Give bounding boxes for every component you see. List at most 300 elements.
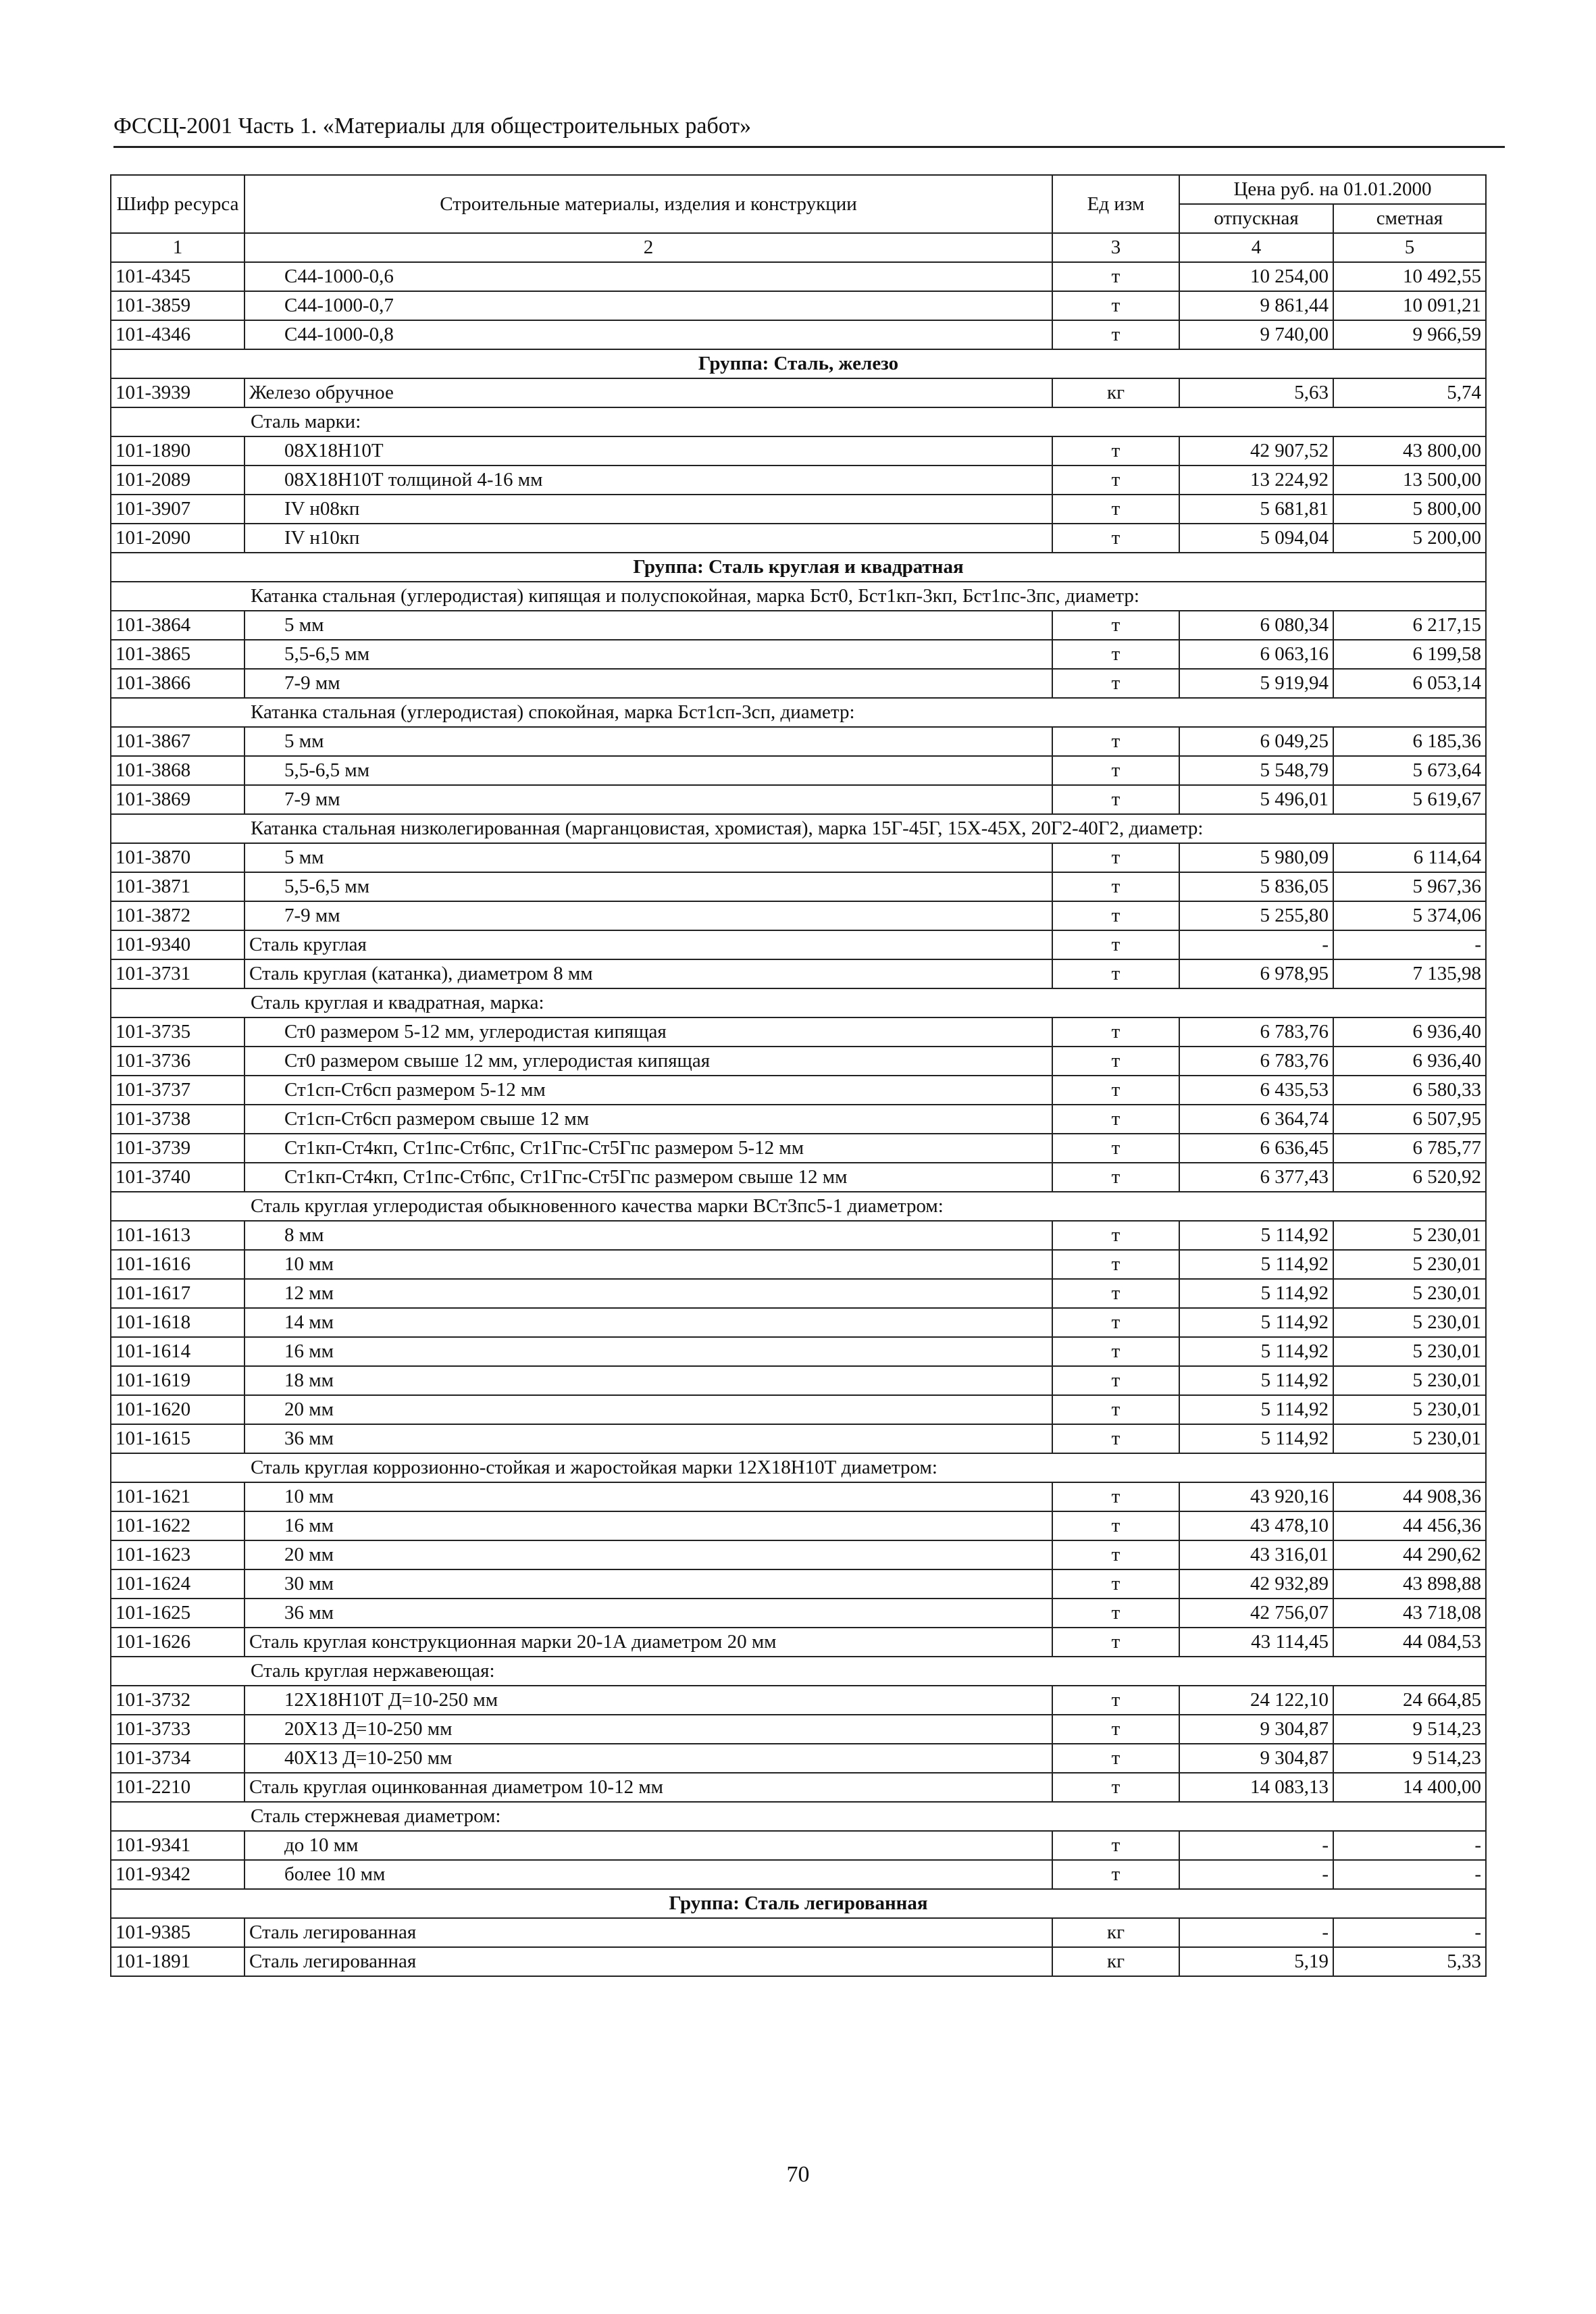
header-name: Строительные материалы, изделия и конструкции <box>244 175 1052 233</box>
unit-cell: т <box>1052 1308 1179 1337</box>
material-name: 8 мм <box>244 1221 1052 1250</box>
price-estimate: 5,33 <box>1333 1947 1486 1976</box>
material-name: Сталь круглая конструкционная марки 20-1А диаметром 20 мм <box>244 1628 1052 1657</box>
resource-code: 101-1617 <box>111 1279 244 1308</box>
price-release: 5 094,04 <box>1179 524 1333 553</box>
price-estimate: 6 936,40 <box>1333 1017 1486 1047</box>
price-release: 6 063,16 <box>1179 640 1333 669</box>
material-name: 16 мм <box>244 1337 1052 1366</box>
price-estimate: 5 230,01 <box>1333 1395 1486 1424</box>
price-release: 6 364,74 <box>1179 1105 1333 1134</box>
resource-code: 101-4346 <box>111 320 244 349</box>
unit-cell: т <box>1052 843 1179 872</box>
price-estimate: 44 908,36 <box>1333 1482 1486 1511</box>
price-estimate: 5,74 <box>1333 378 1486 407</box>
price-release: 6 080,34 <box>1179 611 1333 640</box>
price-release: 5 980,09 <box>1179 843 1333 872</box>
unit-cell: т <box>1052 727 1179 756</box>
table-row <box>111 1686 1486 1715</box>
resource-code: 101-3738 <box>111 1105 244 1134</box>
resource-code: 101-1623 <box>111 1540 244 1569</box>
material-name: 5,5-6,5 мм <box>244 640 1052 669</box>
table-row <box>111 1308 1486 1337</box>
table-row <box>111 1773 1486 1802</box>
material-name: 5 мм <box>244 727 1052 756</box>
unit-cell: т <box>1052 1366 1179 1395</box>
price-estimate: 10 492,55 <box>1333 262 1486 291</box>
resource-code: 101-3871 <box>111 872 244 901</box>
material-name: до 10 мм <box>244 1831 1052 1860</box>
material-name: 5,5-6,5 мм <box>244 756 1052 785</box>
price-release: 43 920,16 <box>1179 1482 1333 1511</box>
subheading-row <box>111 698 1486 727</box>
unit-cell: т <box>1052 1105 1179 1134</box>
price-estimate: 24 664,85 <box>1333 1686 1486 1715</box>
table-row <box>111 495 1486 524</box>
unit-cell: т <box>1052 1599 1179 1628</box>
table-row <box>111 1744 1486 1773</box>
unit-cell: кг <box>1052 1947 1179 1976</box>
table-header-row <box>111 175 1486 204</box>
price-release: 6 978,95 <box>1179 959 1333 988</box>
group-heading-row <box>111 1889 1486 1918</box>
price-estimate: 6 217,15 <box>1333 611 1486 640</box>
resource-code: 101-1614 <box>111 1337 244 1366</box>
material-name: IV н08кп <box>244 495 1052 524</box>
resource-code: 101-3866 <box>111 669 244 698</box>
price-estimate: 5 619,67 <box>1333 785 1486 814</box>
price-release: 5 114,92 <box>1179 1221 1333 1250</box>
unit-cell: т <box>1052 1482 1179 1511</box>
subheading: Сталь стержневая диаметром: <box>111 1802 1486 1831</box>
price-release: 5 548,79 <box>1179 756 1333 785</box>
unit-cell: т <box>1052 1773 1179 1802</box>
table-row <box>111 1482 1486 1511</box>
unit-cell: т <box>1052 756 1179 785</box>
resource-code: 101-4345 <box>111 262 244 291</box>
header-price-release: отпускная <box>1179 204 1333 233</box>
table-row <box>111 901 1486 930</box>
table-row <box>111 843 1486 872</box>
unit-cell: т <box>1052 1715 1179 1744</box>
price-estimate: 6 520,92 <box>1333 1163 1486 1192</box>
resource-code: 101-3737 <box>111 1076 244 1105</box>
table-row <box>111 727 1486 756</box>
material-name: С44-1000-0,7 <box>244 291 1052 320</box>
group-heading: Группа: Сталь, железо <box>111 349 1486 378</box>
price-release: 43 114,45 <box>1179 1628 1333 1657</box>
resource-code: 101-1620 <box>111 1395 244 1424</box>
column-number: 4 <box>1179 233 1333 262</box>
material-name: Ст1сп-Ст6сп размером свыше 12 мм <box>244 1105 1052 1134</box>
table-row <box>111 1511 1486 1540</box>
table-row <box>111 1221 1486 1250</box>
price-estimate: 44 290,62 <box>1333 1540 1486 1569</box>
price-estimate: 9 514,23 <box>1333 1744 1486 1773</box>
price-estimate: 9 514,23 <box>1333 1715 1486 1744</box>
table-row <box>111 959 1486 988</box>
resource-code: 101-3870 <box>111 843 244 872</box>
price-release: 5 255,80 <box>1179 901 1333 930</box>
material-name: 08Х18Н10Т <box>244 436 1052 466</box>
unit-cell: т <box>1052 1744 1179 1773</box>
price-estimate: 5 230,01 <box>1333 1250 1486 1279</box>
resource-code: 101-3732 <box>111 1686 244 1715</box>
price-estimate: 6 114,64 <box>1333 843 1486 872</box>
price-release: 9 304,87 <box>1179 1744 1333 1773</box>
unit-cell: т <box>1052 1221 1179 1250</box>
unit-cell: т <box>1052 640 1179 669</box>
table-row <box>111 1134 1486 1163</box>
price-estimate: 5 230,01 <box>1333 1424 1486 1453</box>
table-row <box>111 1569 1486 1599</box>
table-row <box>111 1599 1486 1628</box>
header-unit: Ед изм <box>1052 175 1179 233</box>
unit-cell: т <box>1052 291 1179 320</box>
price-estimate: 6 580,33 <box>1333 1076 1486 1105</box>
material-name: 5,5-6,5 мм <box>244 872 1052 901</box>
unit-cell: т <box>1052 1569 1179 1599</box>
table-row <box>111 378 1486 407</box>
column-number: 5 <box>1333 233 1486 262</box>
price-release: - <box>1179 1918 1333 1947</box>
material-name: 18 мм <box>244 1366 1052 1395</box>
price-release: 5 114,92 <box>1179 1279 1333 1308</box>
unit-cell: т <box>1052 901 1179 930</box>
material-name: 40Х13 Д=10-250 мм <box>244 1744 1052 1773</box>
material-name: Ст0 размером 5-12 мм, углеродистая кипящая <box>244 1017 1052 1047</box>
unit-cell: т <box>1052 611 1179 640</box>
subheading-row <box>111 1802 1486 1831</box>
price-estimate: 44 084,53 <box>1333 1628 1486 1657</box>
price-release: 5 114,92 <box>1179 1308 1333 1337</box>
unit-cell: т <box>1052 1047 1179 1076</box>
resource-code: 101-3864 <box>111 611 244 640</box>
table-row <box>111 1715 1486 1744</box>
unit-cell: т <box>1052 1511 1179 1540</box>
price-release: - <box>1179 1831 1333 1860</box>
price-estimate: 5 230,01 <box>1333 1221 1486 1250</box>
table-row <box>111 1424 1486 1453</box>
resource-code: 101-1622 <box>111 1511 244 1540</box>
resource-code: 101-3872 <box>111 901 244 930</box>
material-name: Ст1кп-Ст4кп, Ст1пс-Ст6пс, Ст1Гпс-Ст5Гпс размером свыше 12 мм <box>244 1163 1052 1192</box>
price-estimate: 5 673,64 <box>1333 756 1486 785</box>
resource-code: 101-3736 <box>111 1047 244 1076</box>
material-name: 10 мм <box>244 1482 1052 1511</box>
unit-cell: т <box>1052 320 1179 349</box>
price-release: 5 114,92 <box>1179 1337 1333 1366</box>
page-number: 70 <box>786 2162 810 2187</box>
table-row <box>111 320 1486 349</box>
subheading-row <box>111 407 1486 436</box>
table-row <box>111 1395 1486 1424</box>
subheading: Катанка стальная (углеродистая) кипящая и полуспокойная, марка Бст0, Бст1кп-3кп, Бст1пс-3пс, диаметр: <box>111 582 1486 611</box>
material-name: 12Х18Н10Т Д=10-250 мм <box>244 1686 1052 1715</box>
price-estimate: 6 785,77 <box>1333 1134 1486 1163</box>
price-estimate: 5 230,01 <box>1333 1279 1486 1308</box>
price-release: 6 435,53 <box>1179 1076 1333 1105</box>
subheading-row <box>111 988 1486 1017</box>
price-estimate: 43 718,08 <box>1333 1599 1486 1628</box>
subheading: Сталь круглая нержавеющая: <box>111 1657 1486 1686</box>
column-number-row <box>111 233 1486 262</box>
unit-cell: т <box>1052 959 1179 988</box>
table-row <box>111 291 1486 320</box>
unit-cell: т <box>1052 466 1179 495</box>
unit-cell: т <box>1052 785 1179 814</box>
resource-code: 101-1621 <box>111 1482 244 1511</box>
price-release: 5 114,92 <box>1179 1366 1333 1395</box>
unit-cell: т <box>1052 1831 1179 1860</box>
price-estimate: - <box>1333 930 1486 959</box>
material-name: 20 мм <box>244 1540 1052 1569</box>
table-row <box>111 872 1486 901</box>
unit-cell: т <box>1052 1628 1179 1657</box>
table-row <box>111 1047 1486 1076</box>
unit-cell: т <box>1052 872 1179 901</box>
material-name: 08Х18Н10Т толщиной 4-16 мм <box>244 466 1052 495</box>
subheading: Катанка стальная (углеродистая) спокойная, марка Бст1сп-3сп, диаметр: <box>111 698 1486 727</box>
resource-code: 101-9341 <box>111 1831 244 1860</box>
price-estimate: - <box>1333 1860 1486 1889</box>
material-name: 14 мм <box>244 1308 1052 1337</box>
material-name: Ст0 размером свыше 12 мм, углеродистая кипящая <box>244 1047 1052 1076</box>
table-row <box>111 1918 1486 1947</box>
price-release: 42 907,52 <box>1179 436 1333 466</box>
price-release: 5 681,81 <box>1179 495 1333 524</box>
resource-code: 101-1619 <box>111 1366 244 1395</box>
table-row <box>111 1947 1486 1976</box>
resource-code: 101-3731 <box>111 959 244 988</box>
price-estimate: - <box>1333 1831 1486 1860</box>
resource-code: 101-3867 <box>111 727 244 756</box>
unit-cell: т <box>1052 1540 1179 1569</box>
price-release: - <box>1179 930 1333 959</box>
resource-code: 101-3869 <box>111 785 244 814</box>
price-estimate: 5 800,00 <box>1333 495 1486 524</box>
column-number: 2 <box>244 233 1052 262</box>
price-release: 5,63 <box>1179 378 1333 407</box>
resource-code: 101-1613 <box>111 1221 244 1250</box>
material-name: 30 мм <box>244 1569 1052 1599</box>
price-estimate: - <box>1333 1918 1486 1947</box>
table-row <box>111 262 1486 291</box>
unit-cell: т <box>1052 1395 1179 1424</box>
price-release: 42 756,07 <box>1179 1599 1333 1628</box>
resource-code: 101-3939 <box>111 378 244 407</box>
price-release: 5 919,94 <box>1179 669 1333 698</box>
material-name: 20 мм <box>244 1395 1052 1424</box>
resource-code: 101-1890 <box>111 436 244 466</box>
material-name: Железо обручное <box>244 378 1052 407</box>
material-name: 16 мм <box>244 1511 1052 1540</box>
subheading: Сталь круглая углеродистая обыкновенного качества марки ВСт3пс5-1 диаметром: <box>111 1192 1486 1221</box>
unit-cell: т <box>1052 495 1179 524</box>
unit-cell: т <box>1052 1076 1179 1105</box>
price-release: 6 783,76 <box>1179 1017 1333 1047</box>
material-name: С44-1000-0,6 <box>244 262 1052 291</box>
table-row <box>111 669 1486 698</box>
table-row <box>111 1366 1486 1395</box>
subheading: Катанка стальная низколегированная (марганцовистая, хромистая), марка 15Г-45Г, 15Х-45Х, 20Г2-40Г2, диаметр: <box>111 814 1486 843</box>
price-estimate: 10 091,21 <box>1333 291 1486 320</box>
unit-cell: т <box>1052 1163 1179 1192</box>
table-row <box>111 1540 1486 1569</box>
price-release: 43 316,01 <box>1179 1540 1333 1569</box>
price-release: 24 122,10 <box>1179 1686 1333 1715</box>
price-estimate: 6 185,36 <box>1333 727 1486 756</box>
material-name: 7-9 мм <box>244 669 1052 698</box>
material-name: 12 мм <box>244 1279 1052 1308</box>
resource-code: 101-1615 <box>111 1424 244 1453</box>
price-release: 13 224,92 <box>1179 466 1333 495</box>
resource-code: 101-1626 <box>111 1628 244 1657</box>
table-row <box>111 436 1486 466</box>
price-release: 5 114,92 <box>1179 1395 1333 1424</box>
table-row <box>111 466 1486 495</box>
price-release: 6 783,76 <box>1179 1047 1333 1076</box>
resource-code: 101-1891 <box>111 1947 244 1976</box>
material-name: 20Х13 Д=10-250 мм <box>244 1715 1052 1744</box>
table-row <box>111 1076 1486 1105</box>
column-number: 1 <box>111 233 244 262</box>
resource-code: 101-2090 <box>111 524 244 553</box>
resource-code: 101-2210 <box>111 1773 244 1802</box>
price-release: 5 496,01 <box>1179 785 1333 814</box>
material-name: Ст1сп-Ст6сп размером 5-12 мм <box>244 1076 1052 1105</box>
price-release: 6 636,45 <box>1179 1134 1333 1163</box>
unit-cell: т <box>1052 1337 1179 1366</box>
header-code: Шифр ресурса <box>111 175 244 233</box>
material-name: 36 мм <box>244 1424 1052 1453</box>
material-name: 7-9 мм <box>244 785 1052 814</box>
price-estimate: 6 507,95 <box>1333 1105 1486 1134</box>
subheading: Сталь круглая и квадратная, марка: <box>111 988 1486 1017</box>
price-release: 5 114,92 <box>1179 1424 1333 1453</box>
resource-code: 101-9340 <box>111 930 244 959</box>
unit-cell: т <box>1052 524 1179 553</box>
subheading-row <box>111 582 1486 611</box>
unit-cell: т <box>1052 262 1179 291</box>
material-name: С44-1000-0,8 <box>244 320 1052 349</box>
table-row <box>111 785 1486 814</box>
table-row <box>111 1163 1486 1192</box>
material-name: Сталь круглая <box>244 930 1052 959</box>
price-estimate: 5 230,01 <box>1333 1308 1486 1337</box>
table-row <box>111 756 1486 785</box>
price-release: 5 114,92 <box>1179 1250 1333 1279</box>
price-estimate: 6 053,14 <box>1333 669 1486 698</box>
material-name: Сталь круглая оцинкованная диаметром 10-12 мм <box>244 1773 1052 1802</box>
table-row <box>111 524 1486 553</box>
table-row <box>111 611 1486 640</box>
price-estimate: 43 800,00 <box>1333 436 1486 466</box>
unit-cell: т <box>1052 669 1179 698</box>
material-name: Сталь легированная <box>244 1918 1052 1947</box>
header-price-estimate: сметная <box>1333 204 1486 233</box>
table-row <box>111 1628 1486 1657</box>
table-row <box>111 1831 1486 1860</box>
resource-code: 101-3907 <box>111 495 244 524</box>
table-row <box>111 930 1486 959</box>
resource-code: 101-1616 <box>111 1250 244 1279</box>
price-estimate: 5 200,00 <box>1333 524 1486 553</box>
resource-code: 101-3865 <box>111 640 244 669</box>
price-release: 43 478,10 <box>1179 1511 1333 1540</box>
unit-cell: т <box>1052 1686 1179 1715</box>
material-name: Ст1кп-Ст4кп, Ст1пс-Ст6пс, Ст1Гпс-Ст5Гпс размером 5-12 мм <box>244 1134 1052 1163</box>
table-row <box>111 1017 1486 1047</box>
price-estimate: 7 135,98 <box>1333 959 1486 988</box>
price-release: 6 377,43 <box>1179 1163 1333 1192</box>
resource-code: 101-1618 <box>111 1308 244 1337</box>
resource-code: 101-3859 <box>111 291 244 320</box>
material-name: 5 мм <box>244 843 1052 872</box>
price-estimate: 43 898,88 <box>1333 1569 1486 1599</box>
group-heading-row <box>111 349 1486 378</box>
price-estimate: 6 936,40 <box>1333 1047 1486 1076</box>
unit-cell: т <box>1052 1250 1179 1279</box>
material-name: IV н10кп <box>244 524 1052 553</box>
header-price: Цена руб. на 01.01.2000 <box>1179 175 1486 204</box>
price-estimate: 5 374,06 <box>1333 901 1486 930</box>
price-estimate: 6 199,58 <box>1333 640 1486 669</box>
table-row <box>111 1279 1486 1308</box>
unit-cell: т <box>1052 930 1179 959</box>
price-estimate: 5 230,01 <box>1333 1337 1486 1366</box>
price-release: 10 254,00 <box>1179 262 1333 291</box>
unit-cell: т <box>1052 1860 1179 1889</box>
table-row <box>111 1105 1486 1134</box>
unit-cell: т <box>1052 1017 1179 1047</box>
price-release: 9 304,87 <box>1179 1715 1333 1744</box>
material-name: 5 мм <box>244 611 1052 640</box>
unit-cell: кг <box>1052 1918 1179 1947</box>
price-estimate: 9 966,59 <box>1333 320 1486 349</box>
table-row <box>111 1250 1486 1279</box>
price-release: 14 083,13 <box>1179 1773 1333 1802</box>
price-release: 9 861,44 <box>1179 291 1333 320</box>
unit-cell: т <box>1052 1134 1179 1163</box>
resource-code: 101-3734 <box>111 1744 244 1773</box>
material-name: 7-9 мм <box>244 901 1052 930</box>
material-name: Сталь легированная <box>244 1947 1052 1976</box>
material-name: 36 мм <box>244 1599 1052 1628</box>
resource-code: 101-1625 <box>111 1599 244 1628</box>
price-estimate: 13 500,00 <box>1333 466 1486 495</box>
resource-code: 101-1624 <box>111 1569 244 1599</box>
resource-code: 101-2089 <box>111 466 244 495</box>
material-name: более 10 мм <box>244 1860 1052 1889</box>
price-release: 5 836,05 <box>1179 872 1333 901</box>
price-estimate: 5 230,01 <box>1333 1366 1486 1395</box>
group-heading: Группа: Сталь легированная <box>111 1889 1486 1918</box>
price-release: 6 049,25 <box>1179 727 1333 756</box>
column-number: 3 <box>1052 233 1179 262</box>
material-name: 10 мм <box>244 1250 1052 1279</box>
resource-code: 101-3733 <box>111 1715 244 1744</box>
table-row <box>111 1860 1486 1889</box>
resource-code: 101-3735 <box>111 1017 244 1047</box>
subheading-row <box>111 1192 1486 1221</box>
table-row <box>111 640 1486 669</box>
price-release: 42 932,89 <box>1179 1569 1333 1599</box>
subheading: Сталь марки: <box>111 407 1486 436</box>
unit-cell: кг <box>1052 378 1179 407</box>
unit-cell: т <box>1052 1424 1179 1453</box>
price-release: - <box>1179 1860 1333 1889</box>
